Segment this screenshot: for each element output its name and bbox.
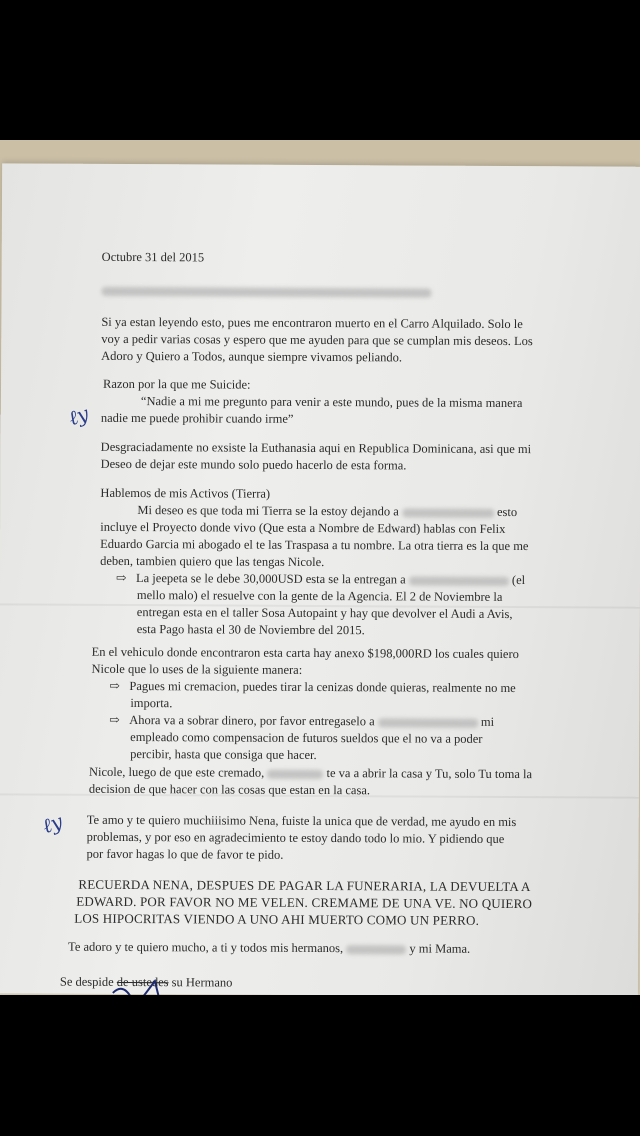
handwritten-initials-icon: ℓy xyxy=(39,809,66,839)
redacted-recipients xyxy=(101,282,431,301)
arrow-bullet-icon: ⇨ xyxy=(109,712,120,727)
bullet-dinero-cont: percibir, hasta que consiga que hacer. xyxy=(130,747,317,762)
jeep-line: mello malo) el resuelve con la gente de la Agencia. El 2 de Noviembre la xyxy=(136,588,503,604)
euthanasia-line: Deseo de dejar este mundo solo puedo hacerlo de esta forma. xyxy=(100,456,407,473)
nicole-line: Nicole, luego de que este cremado, te va a abrir la casa y Tu, solo Tu toma la xyxy=(88,764,533,782)
document-photo xyxy=(0,140,640,995)
adoro-line: Te adoro y te quiero mucho, a ti y todos mis hermanos, y mi Mama. xyxy=(68,939,471,956)
jeep-line: entregan esta en el taller Sosa Autopaint y hay que devolver el Audi a Avis, xyxy=(136,605,513,622)
letter-date: Octubre 31 del 2015 xyxy=(101,249,205,265)
activos-line: deben, tambien quiero que las tengas Nicole. xyxy=(100,553,325,570)
arrow-bullet-icon: ⇨ xyxy=(115,570,127,585)
activos-heading: Hablemos de mis Activos (Tierra) xyxy=(100,485,271,501)
teamo-line: por favor hagas lo que de favor te pido. xyxy=(86,846,284,862)
bullet-cremacion: ⇨ Pagues mi cremacion, puedes tirar la cenizas donde quieras, realmente no me xyxy=(109,678,516,696)
intro-line: voy a pedir varias cosas y espero que me ayuden para que se cumplan mis deseos. Los xyxy=(101,331,533,349)
bullet-cremacion-cont: importa. xyxy=(130,696,173,711)
razon-quote-line: nadie me puede prohibir cuando irme” xyxy=(100,410,294,426)
recuerda-line: LOS HIPOCRITAS VIENDO A UNO AHI MUERTO COMO UN PERRO. xyxy=(74,910,480,928)
vehiculo-line: En el vehiculo donde encontraron esta carta hay anexo $198,000RD los cuales quiero xyxy=(91,644,519,662)
recuerda-line: EDWARD. POR FAVOR NO ME VELEN. CREMAME DE UNA VE. NO QUIERO xyxy=(76,893,533,912)
teamo-line: problemas, y por eso en agradecimiento te estoy dando todo lo mio. Y pidiendo que xyxy=(86,829,505,846)
vehiculo-line: Nicole que lo uses de la siguiente manera: xyxy=(91,661,303,677)
nicole-line: decision de que hacer con las cosas que estan en la casa. xyxy=(88,781,371,798)
euthanasia-line: Desgraciadamente no exsiste la Euthanasia aqui en Republica Dominicana, asi que mi xyxy=(100,439,532,457)
activos-line: Eduardo Garcia mi abogado el te las Traspasa a tu nombre. La otra tierra es la que me xyxy=(100,536,529,554)
activos-line: Mi deseo es que toda mi Tierra se la estoy dejando a esto xyxy=(137,503,518,520)
handwritten-initials-icon: ℓy xyxy=(65,401,92,431)
bullet-dinero: ⇨ Ahora va a sobrar dinero, por favor entregaselo a mi xyxy=(109,712,495,729)
signature-icon xyxy=(103,979,183,995)
teamo-line: Te amo y te quiero muchiiisimo Nena, fuiste la unica que de verdad, me ayudo en mis xyxy=(86,812,517,830)
intro-line: Si ya estan leyendo esto, pues me encontraron muerto en el Carro Alquilado. Solo le xyxy=(101,314,523,332)
razon-heading: Razon por la que me Suicide: xyxy=(102,376,251,392)
despide-line: Se despide de ustedes su Hermano xyxy=(59,974,233,990)
jeep-line: esta Pago hasta el 30 de Noviembre del 2015. xyxy=(136,622,365,638)
arrow-bullet-icon: ⇨ xyxy=(109,678,120,693)
bullet-dinero-cont: empleado como compensacion de futuros sueldos que el no va a poder xyxy=(130,730,483,746)
letter-paper xyxy=(0,163,640,995)
recuerda-line: RECUERDA NENA, DESPUES DE PAGAR LA FUNERARIA, LA DEVUELTA A xyxy=(78,876,531,895)
activos-line: incluye el Proyecto donde vivo (Que esta a Nombre de Edward) hablas con Felix xyxy=(100,519,506,536)
razon-quote-line: “Nadie a mi me pregunto para venir a este mundo, pues de la misma manera xyxy=(140,394,523,411)
intro-line: Adoro y Quiero a Todos, aunque siempre vivamos peliando. xyxy=(101,348,403,365)
jeep-line: ⇨ La jeepeta se le debe 30,000USD esta se la entregan a (el xyxy=(115,570,526,588)
